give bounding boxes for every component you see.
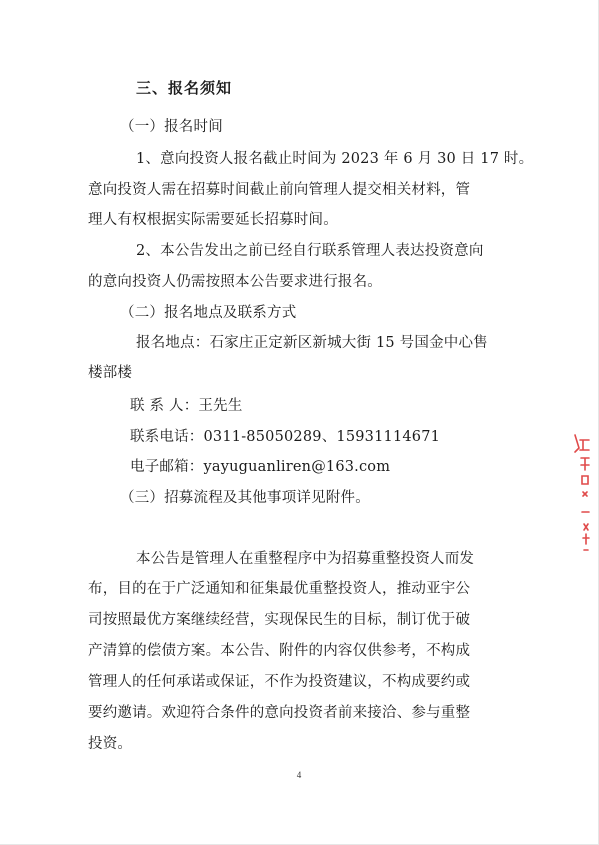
registration-address-cont: 楼部楼 [88,365,133,381]
subheading-location-contact: （二）报名地点及联系方式 [120,305,297,321]
paragraph-line: 的意向投资人仍需按照本公告要求进行报名。 [88,274,382,290]
contact-phone: 联系电话：0311-85050289、15931114671 [130,429,441,445]
paragraph-line: 投资。 [88,736,133,752]
paragraph-line: 管理人的任何承诺或保证，不作为投资建议，不构成要约或 [88,674,471,690]
paragraph-line: 意向投资人需在招募时间截止前向管理人提交相关材料，管 [88,182,471,198]
red-seal-stamp-fragment [565,430,595,560]
paragraph-line: 1、意向投资人报名截止时间为 2023 年 6 月 30 日 17 时。 [136,151,534,167]
registration-address: 报名地点：石家庄正定新区新城大街 15 号国金中心售 [136,335,488,351]
paragraph-line: 司按照最优方案继续经营，实现保民生的目标，制订优于破 [88,612,471,628]
paragraph-line: 产清算的偿债方案。本公告、附件的内容仅供参考，不构成 [88,643,471,659]
section-heading: 三、报名须知 [136,79,233,97]
contact-email: 电子邮箱：yayuguanliren@163.com [130,459,391,475]
subheading-process: （三）招募流程及其他事项详见附件。 [120,490,370,506]
subheading-registration-time: （一）报名时间 [120,119,223,135]
paragraph-line: 理人有权根据实际需要延长招募时间。 [88,212,338,228]
paragraph-line: 本公告是管理人在重整程序中为招募重整投资人而发 [136,551,475,567]
paragraph-line: 布，目的在于广泛通知和征集最优重整投资人，推动亚宇公 [88,581,471,597]
contact-person: 联 系 人：王先生 [130,398,243,414]
paragraph-line: 要约邀请。欢迎符合条件的意向投资者前来接洽、参与重整 [88,705,471,721]
paragraph-line: 2、本公告发出之前已经自行联系管理人表达投资意向 [136,243,484,259]
page-number: 4 [296,770,302,780]
